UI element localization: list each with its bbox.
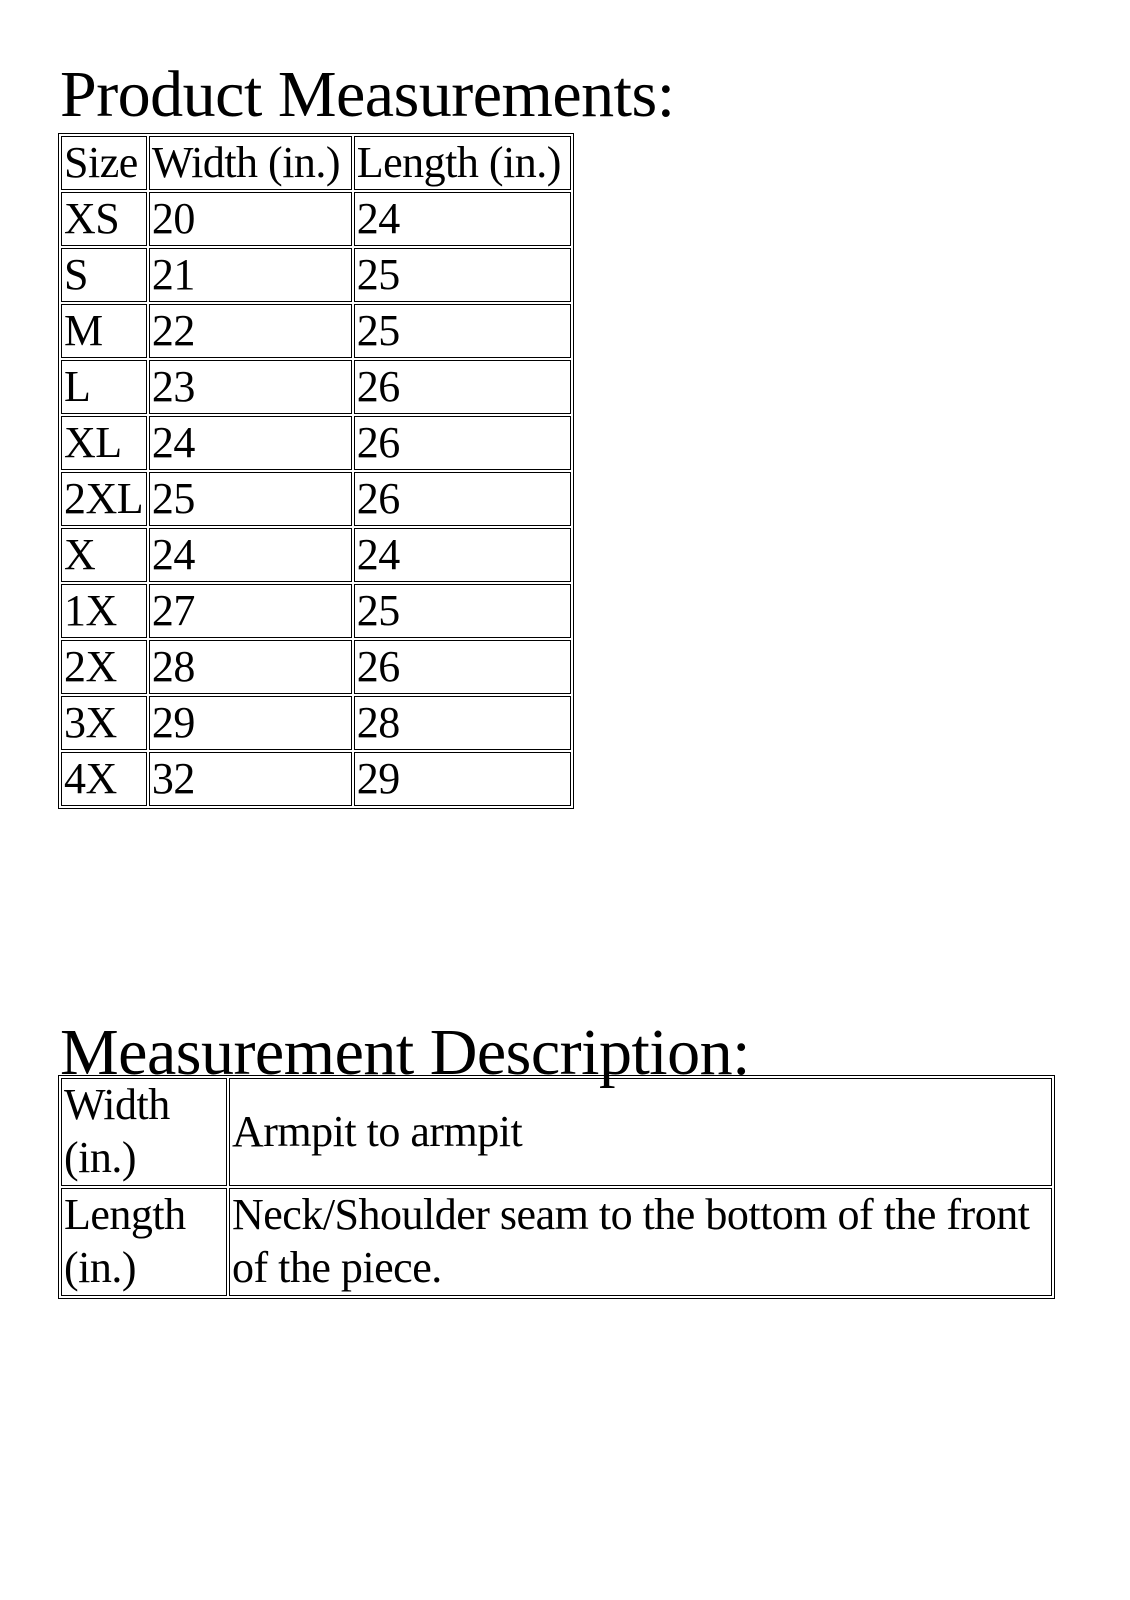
length-cell: 26 bbox=[354, 640, 571, 694]
table-row bbox=[61, 192, 571, 246]
table-row bbox=[61, 1188, 1052, 1296]
width-cell: 20 bbox=[149, 192, 352, 246]
size-cell: XS bbox=[61, 192, 147, 246]
width-cell: 29 bbox=[149, 696, 352, 750]
table-row bbox=[61, 416, 571, 470]
width-cell: 22 bbox=[149, 304, 352, 358]
size-chart-table bbox=[58, 133, 574, 809]
table-row bbox=[61, 752, 571, 806]
description-cell: Armpit to armpit bbox=[229, 1078, 1052, 1186]
width-cell: 23 bbox=[149, 360, 352, 414]
length-cell: 24 bbox=[354, 528, 571, 582]
length-cell: 28 bbox=[354, 696, 571, 750]
size-cell: S bbox=[61, 248, 147, 302]
size-cell: 2X bbox=[61, 640, 147, 694]
width-cell: 32 bbox=[149, 752, 352, 806]
width-cell: 21 bbox=[149, 248, 352, 302]
width-cell: 25 bbox=[149, 472, 352, 526]
term-cell: Width (in.) bbox=[61, 1078, 227, 1186]
size-cell: 2XL bbox=[61, 472, 147, 526]
product-measurements-heading: Product Measurements: bbox=[60, 58, 675, 131]
length-cell: 25 bbox=[354, 304, 571, 358]
column-header-length: Length (in.) bbox=[354, 136, 571, 190]
column-header-width: Width (in.) bbox=[149, 136, 352, 190]
size-cell: XL bbox=[61, 416, 147, 470]
size-cell: 4X bbox=[61, 752, 147, 806]
size-cell: 1X bbox=[61, 584, 147, 638]
column-header-size: Size bbox=[61, 136, 147, 190]
table-row bbox=[61, 360, 571, 414]
term-cell: Length (in.) bbox=[61, 1188, 227, 1296]
size-cell: M bbox=[61, 304, 147, 358]
length-cell: 24 bbox=[354, 192, 571, 246]
table-row bbox=[61, 1078, 1052, 1186]
table-row bbox=[61, 304, 571, 358]
measurement-description-table bbox=[58, 1075, 1055, 1299]
table-row bbox=[61, 248, 571, 302]
length-cell: 26 bbox=[354, 360, 571, 414]
size-cell: L bbox=[61, 360, 147, 414]
width-cell: 27 bbox=[149, 584, 352, 638]
width-cell: 28 bbox=[149, 640, 352, 694]
table-row bbox=[61, 584, 571, 638]
measurement-description-heading: Measurement Description: bbox=[60, 1016, 750, 1089]
length-cell: 25 bbox=[354, 584, 571, 638]
size-cell: X bbox=[61, 528, 147, 582]
size-cell: 3X bbox=[61, 696, 147, 750]
length-cell: 29 bbox=[354, 752, 571, 806]
length-cell: 25 bbox=[354, 248, 571, 302]
table-row bbox=[61, 472, 571, 526]
table-row bbox=[61, 696, 571, 750]
table-header-row bbox=[61, 136, 571, 190]
width-cell: 24 bbox=[149, 416, 352, 470]
width-cell: 24 bbox=[149, 528, 352, 582]
table-row bbox=[61, 640, 571, 694]
length-cell: 26 bbox=[354, 416, 571, 470]
description-cell: Neck/Shoulder seam to the bottom of the front of the piece. bbox=[229, 1188, 1052, 1296]
length-cell: 26 bbox=[354, 472, 571, 526]
table-row bbox=[61, 528, 571, 582]
